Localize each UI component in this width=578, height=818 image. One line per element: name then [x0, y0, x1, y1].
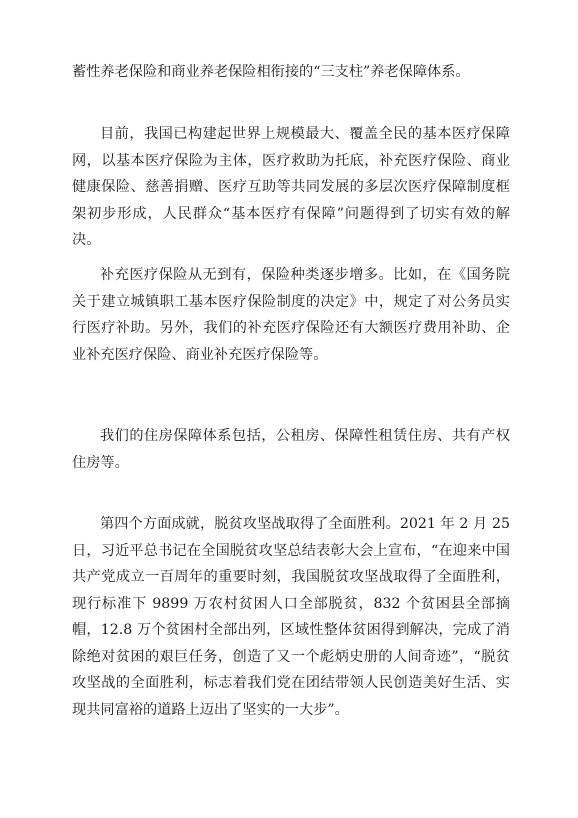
paragraph-supplementary-insurance: 补充医疗保险从无到有，保险种类逐步增多。比如，在《国务院关于建立城镇职工基本医疗保险制度的决定》中，规定了对公务员实行医疗补助。另外，我们的补充医疗保险还有大额医疗费用补助、企业补充医疗保险、商业补充医疗保险等。	[72, 267, 510, 363]
paragraph-poverty-alleviation: 第四个方面成就，脱贫攻坚战取得了全面胜利。2021 年 2 月 25 日，习近平总书记在全国脱贫攻坚总结表彰大会上宣布，“在迎来中国共产党成立一百周年的重要时刻，我国脱贫攻坚战取得了全面胜利，现行标准下 9899 万农村贫困人口全部脱贫，832 个贫困县全部摘帽，12.8 万个贫困村全部出列，区域性整体贫困得到解决，完成了消除绝对贫困的艰巨任务，创造了又一个彪炳史册的人间奇迹”，“脱贫攻坚战的全面胜利，标志着我们党在团结带领人民创造美好生活、实现共同富裕的道路上迈出了坚实的一大步”。	[72, 516, 510, 718]
paragraph-housing-security: 我们的住房保障体系包括，公租房、保障性租赁住房、共有产权住房等。	[72, 428, 510, 471]
paragraph-medical-security: 目前，我国已构建起世界上规模最大、覆盖全民的基本医疗保障网，以基本医疗保险为主体，医疗救助为托底，补充医疗保险、商业健康保险、慈善捐赠、医疗互助等共同发展的多层次医疗保障制度框架初步形成，人民群众“基本医疗有保障”问题得到了切实有效的解决。	[72, 126, 510, 248]
paragraph-continuation: 蓄性养老保险和商业养老保险相衔接的“三支柱”养老保障体系。	[72, 64, 470, 80]
